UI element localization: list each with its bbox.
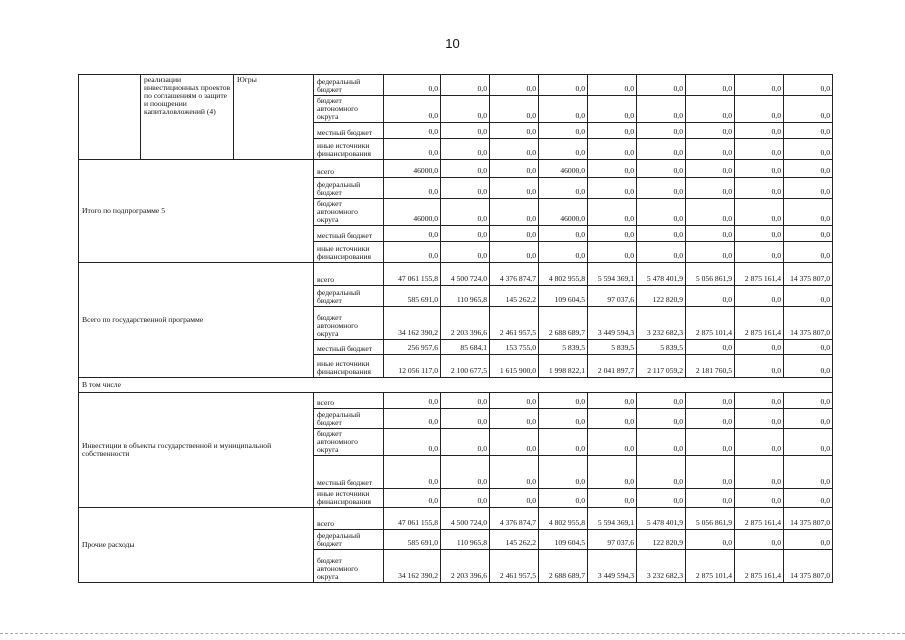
value-cell: 4 802 955,8 <box>539 262 588 285</box>
value-cell: 0,0 <box>490 225 539 241</box>
funding-source-cell: бюджет автономного округа <box>314 428 384 455</box>
value-cell: 4 376 874,7 <box>490 262 539 285</box>
value-cell: 110 965,8 <box>441 285 490 306</box>
value-cell: 0,0 <box>735 225 784 241</box>
value-cell: 0,0 <box>490 122 539 138</box>
value-cell: 0,0 <box>784 225 833 241</box>
value-cell: 0,0 <box>539 241 588 262</box>
value-cell: 109 604,5 <box>539 285 588 306</box>
value-cell: 3 232 682,3 <box>637 549 686 582</box>
value-cell: 0,0 <box>588 455 637 488</box>
value-cell: 0,0 <box>735 339 784 354</box>
value-cell: 5 594 369,1 <box>588 507 637 529</box>
value-cell: 2 688 689,7 <box>539 549 588 582</box>
value-cell: 0,0 <box>735 392 784 408</box>
value-cell: 0,0 <box>384 177 441 198</box>
value-cell: 0,0 <box>490 96 539 123</box>
value-cell: 0,0 <box>735 159 784 177</box>
table-row <box>79 262 833 285</box>
value-cell: 0,0 <box>686 96 735 123</box>
value-cell: 5 839,5 <box>637 339 686 354</box>
funding-source-cell: иные источники финансирования <box>314 138 384 159</box>
value-cell: 0,0 <box>441 75 490 96</box>
value-cell: 122 820,9 <box>637 285 686 306</box>
funding-source-cell: иные источники финансирования <box>314 241 384 262</box>
funding-source-cell: всего <box>314 507 384 529</box>
value-cell: 0,0 <box>384 96 441 123</box>
value-cell: 2 875 161,4 <box>735 306 784 339</box>
executor-cell: Югры <box>234 75 314 160</box>
value-cell: 0,0 <box>441 198 490 225</box>
value-cell: 0,0 <box>686 225 735 241</box>
value-cell: 0,0 <box>735 408 784 428</box>
value-cell: 0,0 <box>490 455 539 488</box>
value-cell: 0,0 <box>539 225 588 241</box>
value-cell: 2 875 161,4 <box>735 549 784 582</box>
value-cell: 0,0 <box>784 96 833 123</box>
value-cell: 0,0 <box>735 122 784 138</box>
value-cell: 0,0 <box>539 96 588 123</box>
value-cell: 14 375 807,0 <box>784 549 833 582</box>
value-cell: 0,0 <box>384 225 441 241</box>
value-cell: 85 684,1 <box>441 339 490 354</box>
value-cell: 145 262,2 <box>490 285 539 306</box>
value-cell: 0,0 <box>384 408 441 428</box>
measure-name-cell: реализации инвестиционных проектов по соглашениям о защите и поощрении капиталовложений (4) <box>141 75 234 160</box>
value-cell: 0,0 <box>588 75 637 96</box>
table-row <box>79 159 833 177</box>
scan-edge <box>0 633 905 636</box>
value-cell: 109 604,5 <box>539 529 588 549</box>
value-cell: 0,0 <box>686 177 735 198</box>
value-cell: 0,0 <box>588 241 637 262</box>
value-cell: 0,0 <box>784 408 833 428</box>
value-cell: 122 820,9 <box>637 529 686 549</box>
value-cell: 0,0 <box>686 455 735 488</box>
value-cell: 0,0 <box>490 241 539 262</box>
value-cell: 0,0 <box>441 122 490 138</box>
value-cell: 0,0 <box>637 177 686 198</box>
value-cell: 0,0 <box>539 488 588 507</box>
value-cell: 0,0 <box>735 241 784 262</box>
value-cell: 0,0 <box>637 408 686 428</box>
value-cell: 4 500 724,0 <box>441 262 490 285</box>
value-cell: 0,0 <box>637 455 686 488</box>
value-cell: 153 755,0 <box>490 339 539 354</box>
value-cell: 0,0 <box>735 177 784 198</box>
value-cell: 0,0 <box>588 488 637 507</box>
value-cell: 0,0 <box>384 138 441 159</box>
value-cell: 46000,0 <box>384 198 441 225</box>
value-cell: 0,0 <box>784 75 833 96</box>
value-cell: 46000,0 <box>539 198 588 225</box>
value-cell: 4 802 955,8 <box>539 507 588 529</box>
value-cell: 0,0 <box>686 285 735 306</box>
value-cell: 14 375 807,0 <box>784 507 833 529</box>
value-cell: 110 965,8 <box>441 529 490 549</box>
value-cell: 0,0 <box>637 392 686 408</box>
value-cell: 0,0 <box>784 529 833 549</box>
value-cell: 0,0 <box>637 225 686 241</box>
value-cell: 0,0 <box>784 198 833 225</box>
value-cell: 0,0 <box>735 354 784 377</box>
funding-source-cell: федеральный бюджет <box>314 529 384 549</box>
value-cell: 2 875 101,4 <box>686 549 735 582</box>
value-cell: 0,0 <box>441 408 490 428</box>
value-cell: 0,0 <box>686 159 735 177</box>
value-cell: 2 461 957,5 <box>490 306 539 339</box>
value-cell: 14 375 807,0 <box>784 262 833 285</box>
value-cell: 0,0 <box>441 177 490 198</box>
value-cell: 0,0 <box>384 488 441 507</box>
value-cell: 5 839,5 <box>588 339 637 354</box>
value-cell: 34 162 390,2 <box>384 306 441 339</box>
value-cell: 2 181 760,5 <box>686 354 735 377</box>
value-cell: 2 875 101,4 <box>686 306 735 339</box>
funding-source-cell: бюджет автономного округа <box>314 96 384 123</box>
value-cell: 0,0 <box>637 159 686 177</box>
value-cell: 97 037,6 <box>588 285 637 306</box>
funding-source-cell: федеральный бюджет <box>314 285 384 306</box>
value-cell: 0,0 <box>490 177 539 198</box>
value-cell: 0,0 <box>784 138 833 159</box>
value-cell: 0,0 <box>588 198 637 225</box>
value-cell: 0,0 <box>441 241 490 262</box>
table-row <box>79 392 833 408</box>
section-label-sub5: Итого по подпрограмме 5 <box>79 159 314 262</box>
value-cell: 5 056 861,9 <box>686 262 735 285</box>
value-cell: 0,0 <box>490 75 539 96</box>
value-cell: 5 839,5 <box>539 339 588 354</box>
funding-source-cell: бюджет автономного округа <box>314 198 384 225</box>
section-label-other: Прочие расходы <box>79 507 314 582</box>
funding-source-cell: местный бюджет <box>314 225 384 241</box>
blank-cell <box>79 75 141 160</box>
value-cell: 0,0 <box>735 428 784 455</box>
value-cell: 0,0 <box>441 428 490 455</box>
value-cell: 5 478 401,9 <box>637 262 686 285</box>
value-cell: 0,0 <box>384 428 441 455</box>
value-cell: 0,0 <box>784 177 833 198</box>
value-cell: 12 056 117,0 <box>384 354 441 377</box>
value-cell: 0,0 <box>384 241 441 262</box>
funding-source-cell: местный бюджет <box>314 122 384 138</box>
value-cell: 0,0 <box>441 455 490 488</box>
value-cell: 46000,0 <box>384 159 441 177</box>
value-cell: 0,0 <box>539 408 588 428</box>
value-cell: 3 449 594,3 <box>588 549 637 582</box>
value-cell: 256 957,6 <box>384 339 441 354</box>
value-cell: 0,0 <box>588 122 637 138</box>
value-cell: 0,0 <box>490 138 539 159</box>
value-cell: 0,0 <box>637 75 686 96</box>
value-cell: 0,0 <box>490 159 539 177</box>
value-cell: 0,0 <box>784 159 833 177</box>
value-cell: 2 041 897,7 <box>588 354 637 377</box>
value-cell: 0,0 <box>686 529 735 549</box>
value-cell: 2 688 689,7 <box>539 306 588 339</box>
table-row <box>79 507 833 529</box>
value-cell: 14 375 807,0 <box>784 306 833 339</box>
value-cell: 0,0 <box>588 138 637 159</box>
value-cell: 5 056 861,9 <box>686 507 735 529</box>
value-cell: 0,0 <box>441 225 490 241</box>
value-cell: 5 594 369,1 <box>588 262 637 285</box>
funding-source-cell: федеральный бюджет <box>314 177 384 198</box>
value-cell: 2 117 059,2 <box>637 354 686 377</box>
value-cell: 0,0 <box>784 339 833 354</box>
value-cell: 0,0 <box>588 408 637 428</box>
value-cell: 0,0 <box>490 408 539 428</box>
value-cell: 0,0 <box>637 488 686 507</box>
value-cell: 46000,0 <box>539 159 588 177</box>
funding-source-cell: федеральный бюджет <box>314 75 384 96</box>
value-cell: 0,0 <box>686 75 735 96</box>
value-cell: 0,0 <box>637 138 686 159</box>
value-cell: 0,0 <box>784 241 833 262</box>
value-cell: 3 232 682,3 <box>637 306 686 339</box>
section-label-inv: Инвестиции в объекты государственной и муниципальной собственности <box>79 392 314 507</box>
value-cell: 0,0 <box>588 159 637 177</box>
value-cell: 0,0 <box>588 392 637 408</box>
value-cell: 0,0 <box>686 428 735 455</box>
value-cell: 0,0 <box>735 455 784 488</box>
value-cell: 0,0 <box>784 122 833 138</box>
value-cell: 0,0 <box>384 75 441 96</box>
value-cell: 585 691,0 <box>384 529 441 549</box>
value-cell: 2 203 396,6 <box>441 549 490 582</box>
value-cell: 0,0 <box>539 122 588 138</box>
value-cell: 0,0 <box>686 198 735 225</box>
value-cell: 2 461 957,5 <box>490 549 539 582</box>
funding-source-cell: федеральный бюджет <box>314 408 384 428</box>
value-cell: 0,0 <box>441 392 490 408</box>
value-cell: 0,0 <box>784 455 833 488</box>
value-cell: 47 061 155,8 <box>384 262 441 285</box>
value-cell: 0,0 <box>735 488 784 507</box>
value-cell: 0,0 <box>735 75 784 96</box>
value-cell: 34 162 390,2 <box>384 549 441 582</box>
value-cell: 0,0 <box>735 138 784 159</box>
value-cell: 0,0 <box>539 455 588 488</box>
value-cell: 0,0 <box>784 285 833 306</box>
value-cell: 2 875 161,4 <box>735 507 784 529</box>
value-cell: 0,0 <box>441 138 490 159</box>
value-cell: 5 478 401,9 <box>637 507 686 529</box>
value-cell: 145 262,2 <box>490 529 539 549</box>
value-cell: 47 061 155,8 <box>384 507 441 529</box>
funding-source-cell: иные источники финансирования <box>314 488 384 507</box>
value-cell: 0,0 <box>539 138 588 159</box>
value-cell: 0,0 <box>784 392 833 408</box>
value-cell: 0,0 <box>784 428 833 455</box>
value-cell: 0,0 <box>490 488 539 507</box>
value-cell: 0,0 <box>441 96 490 123</box>
funding-source-cell: всего <box>314 392 384 408</box>
value-cell: 2 100 677,5 <box>441 354 490 377</box>
value-cell: 0,0 <box>384 392 441 408</box>
value-cell: 0,0 <box>588 225 637 241</box>
value-cell: 0,0 <box>686 122 735 138</box>
value-cell: 0,0 <box>490 198 539 225</box>
funding-table <box>78 74 833 583</box>
value-cell: 0,0 <box>686 241 735 262</box>
value-cell: 0,0 <box>588 428 637 455</box>
value-cell: 0,0 <box>539 392 588 408</box>
value-cell: 0,0 <box>686 339 735 354</box>
value-cell: 0,0 <box>637 96 686 123</box>
value-cell: 0,0 <box>490 428 539 455</box>
page-number: 10 <box>445 36 460 51</box>
value-cell: 0,0 <box>686 138 735 159</box>
value-cell: 0,0 <box>735 529 784 549</box>
value-cell: 0,0 <box>384 455 441 488</box>
value-cell: 0,0 <box>384 122 441 138</box>
funding-source-cell: иные источники финансирования <box>314 354 384 377</box>
value-cell: 1 998 822,1 <box>539 354 588 377</box>
table-row <box>79 377 833 392</box>
value-cell: 2 875 161,4 <box>735 262 784 285</box>
value-cell: 4 376 874,7 <box>490 507 539 529</box>
value-cell: 0,0 <box>441 488 490 507</box>
value-cell: 0,0 <box>637 122 686 138</box>
value-cell: 0,0 <box>686 408 735 428</box>
value-cell: 0,0 <box>490 392 539 408</box>
funding-source-cell: местный бюджет <box>314 455 384 488</box>
value-cell: 0,0 <box>637 241 686 262</box>
value-cell: 0,0 <box>539 428 588 455</box>
funding-source-cell: бюджет автономного округа <box>314 306 384 339</box>
value-cell: 0,0 <box>735 285 784 306</box>
value-cell: 0,0 <box>784 354 833 377</box>
value-cell: 0,0 <box>686 392 735 408</box>
value-cell: 0,0 <box>735 96 784 123</box>
funding-source-cell: местный бюджет <box>314 339 384 354</box>
value-cell: 97 037,6 <box>588 529 637 549</box>
value-cell: 0,0 <box>588 96 637 123</box>
funding-source-cell: всего <box>314 159 384 177</box>
value-cell: 1 615 900,0 <box>490 354 539 377</box>
value-cell: 0,0 <box>539 75 588 96</box>
section-label-total: Всего по государственной программе <box>79 262 314 377</box>
value-cell: 0,0 <box>784 488 833 507</box>
table-row <box>79 75 833 96</box>
value-cell: 0,0 <box>441 159 490 177</box>
value-cell: 0,0 <box>735 198 784 225</box>
funding-source-cell: всего <box>314 262 384 285</box>
including-label: В том числе <box>79 377 833 392</box>
value-cell: 0,0 <box>588 177 637 198</box>
value-cell: 0,0 <box>637 198 686 225</box>
value-cell: 0,0 <box>539 177 588 198</box>
value-cell: 0,0 <box>686 488 735 507</box>
value-cell: 2 203 396,6 <box>441 306 490 339</box>
value-cell: 3 449 594,3 <box>588 306 637 339</box>
value-cell: 4 500 724,0 <box>441 507 490 529</box>
value-cell: 585 691,0 <box>384 285 441 306</box>
value-cell: 0,0 <box>637 428 686 455</box>
funding-source-cell: бюджет автономного округа <box>314 549 384 582</box>
